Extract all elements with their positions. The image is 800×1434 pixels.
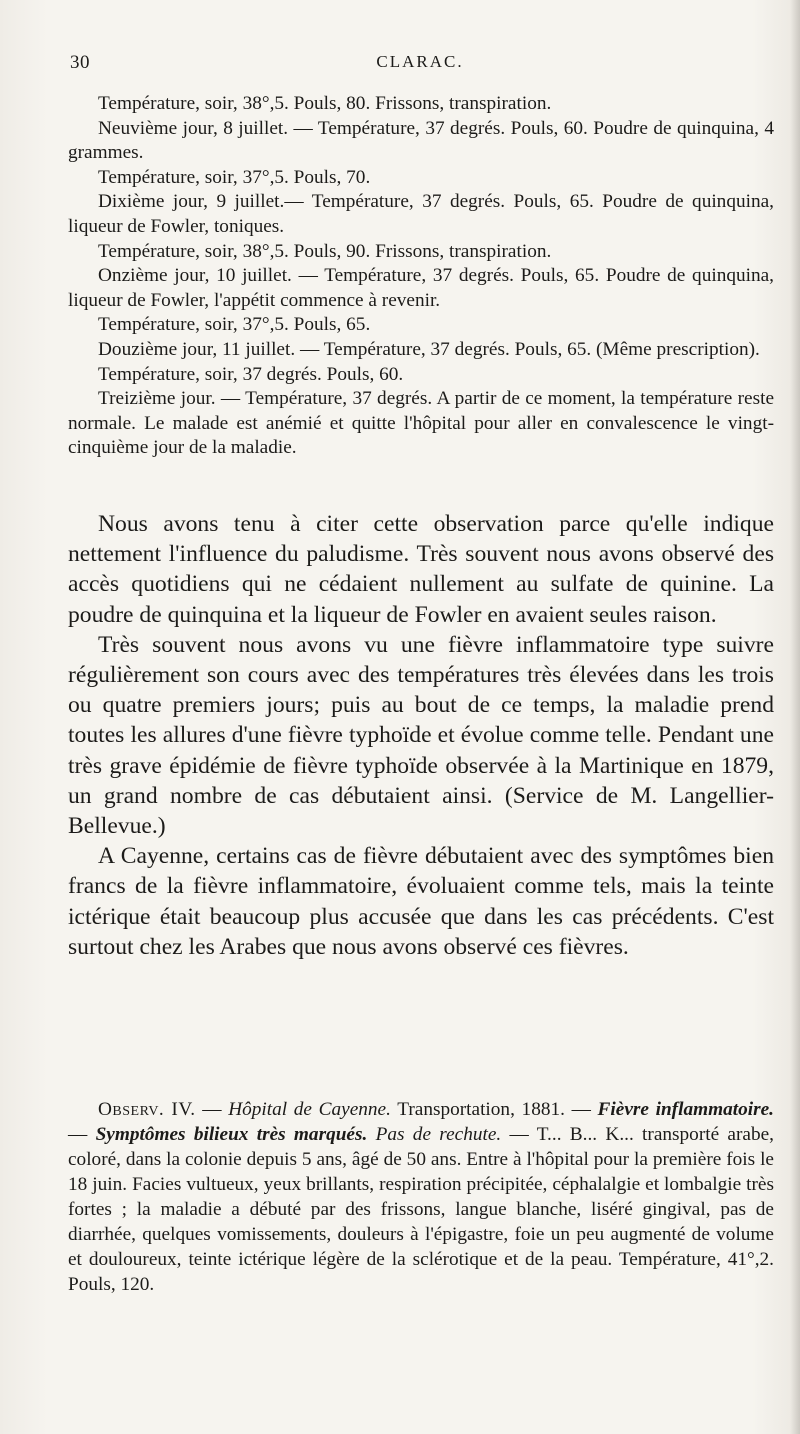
log-entry: Dixième jour, 9 juillet.— Température, 37 degrés. Pouls, 65. Poudre de quinquina, liqueur de Fowler, toniques. bbox=[68, 191, 774, 237]
log-entry: Température, soir, 38°,5. Pouls, 90. Frissons, transpiration. bbox=[98, 240, 552, 262]
observation-hospital: Hôpital de Cayenne. bbox=[228, 1099, 391, 1120]
log-entry: Température, soir, 37°,5. Pouls, 70. bbox=[98, 166, 371, 188]
observation-paragraph bbox=[68, 1097, 774, 1297]
page-edge-shadow bbox=[790, 0, 800, 1434]
observation-transport: Transportation, 1881. — bbox=[390, 1099, 598, 1120]
observation-label: Observ. IV. bbox=[98, 1099, 196, 1120]
page-number: 30 bbox=[70, 52, 90, 73]
body-paragraph: A Cayenne, certains cas de fièvre débutaient avec des symptômes bien francs de la fièvre inflammatoire, évoluaient comme tels, mais la teinte ictérique était beaucoup plus accusée que dans les cas précédents. C'est surtout chez les Arabes que nous avons observé ces fièvres. bbox=[68, 843, 774, 960]
observation-body: — T... B... K... transporté arabe, coloré, dans la colonie depuis 5 ans, âgé de 50 ans. Entre à l'hôpital pour la première fois le 18 juin. Facies vultueux, yeux brillants, respiration précipitée, céphalalgie et lombalgie très fortes ; la maladie a débuté par des frissons, langue blanche, liséré gingival, pas de diarrhée, quelques vomissements, douleurs à l'épigastre, foie un peu augmenté de volume et douloureux, teinte ictérique légère de la sclérotique et de la peau. Température, 41°,2. Pouls, 120. bbox=[68, 1124, 774, 1295]
log-entry: Neuvième jour, 8 juillet. — Température, 37 degrés. Pouls, 60. Poudre de quinquina, 4 grammes. bbox=[68, 117, 774, 164]
log-entry: Température, soir, 38°,5. Pouls, 80. Frissons, transpiration. bbox=[98, 93, 552, 114]
observation-diagnosis: Fièvre inflammatoire. bbox=[597, 1099, 774, 1120]
observation-no-relapse: Pas de rechute. bbox=[375, 1124, 502, 1145]
body-text bbox=[68, 509, 774, 962]
running-head: CLARAC. bbox=[376, 52, 464, 71]
body-paragraph: Nous avons tenu à citer cette observation parce qu'elle indique nettement l'influence du paludisme. Très souvent nous avons observé des accès quotidiens qui ne cédaient nullement au sulfate de quinine. La poudre de quinquina et la liqueur de Fowler en avaient seules raison. bbox=[68, 511, 774, 628]
log-entry: Treizième jour. — Température, 37 degrés. A partir de ce moment, la température reste normale. Le malade est anémié et quitte l'hôpital pour aller en convalescence le vingt-cinquième jour de la maladie. bbox=[68, 388, 774, 459]
observation-dash: — bbox=[68, 1124, 96, 1145]
observation-block bbox=[68, 1097, 774, 1297]
page-header bbox=[70, 52, 770, 82]
clinical-log bbox=[68, 92, 774, 461]
log-entry: Onzième jour, 10 juillet. — Température, 37 degrés. Pouls, 65. Poudre de quinquina, liqueur de Fowler, l'appétit commence à revenir. bbox=[68, 265, 774, 311]
observation-dash: — bbox=[195, 1099, 229, 1120]
observation-space bbox=[367, 1124, 375, 1145]
observation-symptoms: Symptômes bilieux très marqués. bbox=[95, 1124, 368, 1145]
log-entry: Température, soir, 37 degrés. Pouls, 60. bbox=[98, 363, 404, 385]
log-entry: Douzième jour, 11 juillet. — Température, 37 degrés. Pouls, 65. (Même prescription). bbox=[98, 338, 760, 360]
body-paragraph: Très souvent nous avons vu une fièvre inflammatoire type suivre régulièrement son cours avec des températures très élevées dans les trois ou quatre premiers jours; puis au bout de ce temps, la maladie prend toutes les allures d'une fièvre typhoïde et évolue comme telle. Pendant une très grave épidémie de fièvre typhoïde observée à la Martinique en 1879, un grand nombre de cas débutaient ainsi. (Service de M. Langellier-Bellevue.) bbox=[68, 631, 774, 840]
log-entry: Température, soir, 37°,5. Pouls, 65. bbox=[98, 314, 371, 336]
